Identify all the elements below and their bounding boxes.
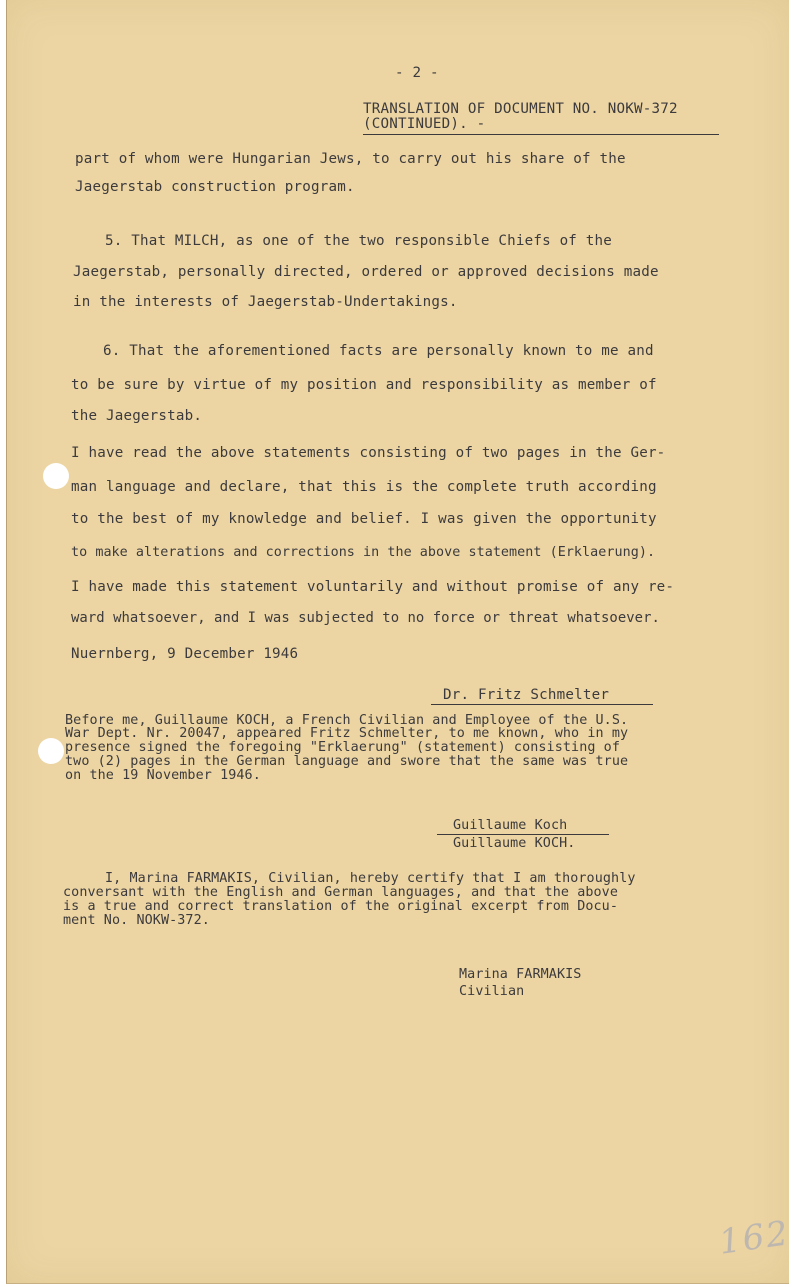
certification-line: I, Marina FARMAKIS, Civilian, hereby certify that I am thoroughly (105, 871, 636, 886)
certification-line: is a true and correct translation of the original excerpt from Docu- (63, 899, 619, 914)
body-line: to the best of my knowledge and belief. I was given the opportunity (71, 511, 657, 527)
punch-hole-bottom (38, 738, 64, 764)
body-line: in the interests of Jaegerstab-Undertakings. (73, 294, 458, 310)
body-line: to be sure by virtue of my position and responsibility as member of (71, 377, 657, 393)
body-line: 5. That MILCH, as one of the two responsible Chiefs of the (105, 233, 613, 249)
body-line: part of whom were Hungarian Jews, to carry out his share of the (75, 151, 626, 167)
body-line: I have read the above statements consisting of two pages in the Ger- (71, 445, 666, 461)
document-title: TRANSLATION OF DOCUMENT NO. NOKW-372 (363, 101, 678, 117)
body-line: Jaegerstab construction program. (75, 179, 355, 195)
signature-koch: Guillaume Koch (453, 818, 568, 833)
body-line: to make alterations and corrections in the above statement (Erklaerung). (71, 545, 656, 560)
translator-title: Civilian (459, 984, 525, 999)
oath-line: two (2) pages in the German language and swore that the same was true (65, 754, 629, 769)
place-and-date: Nuernberg, 9 December 1946 (71, 646, 299, 662)
body-line: man language and declare, that this is the complete truth according (71, 479, 657, 495)
oath-line: on the 19 November 1946. (65, 768, 261, 783)
oath-line: Before me, Guillaume KOCH, a French Civilian and Employee of the U.S. (65, 713, 629, 728)
typed-name-koch: Guillaume KOCH. (453, 836, 576, 851)
oath-line: presence signed the foregoing "Erklaerung" (statement) consisting of (65, 740, 621, 755)
certification-line: conversant with the English and German languages, and that the above (63, 885, 619, 900)
document-title-continued: (CONTINUED). - (363, 116, 486, 132)
signature-schmelter: Dr. Fritz Schmelter (443, 687, 610, 703)
body-line: the Jaegerstab. (71, 408, 203, 424)
title-underline (363, 134, 719, 135)
body-line: Jaegerstab, personally directed, ordered or approved decisions made (73, 264, 659, 280)
certification-line: ment No. NOKW-372. (63, 913, 210, 928)
punch-hole-top (43, 463, 69, 489)
translator-name: Marina FARMAKIS (459, 967, 582, 982)
body-line: I have made this statement voluntarily and without promise of any re- (71, 579, 675, 595)
body-line: 6. That the aforementioned facts are personally known to me and (103, 343, 654, 359)
body-line: ward whatsoever, and I was subjected to no force or threat whatsoever. (71, 610, 660, 626)
handwritten-page-number: 162 (716, 1213, 792, 1263)
oath-line: War Dept. Nr. 20047, appeared Fritz Schmelter, to me known, who in my (65, 726, 629, 741)
signature-line-koch (437, 834, 609, 835)
page-number: - 2 - (395, 65, 439, 81)
signature-line (431, 704, 653, 705)
document-page (6, 0, 792, 1284)
